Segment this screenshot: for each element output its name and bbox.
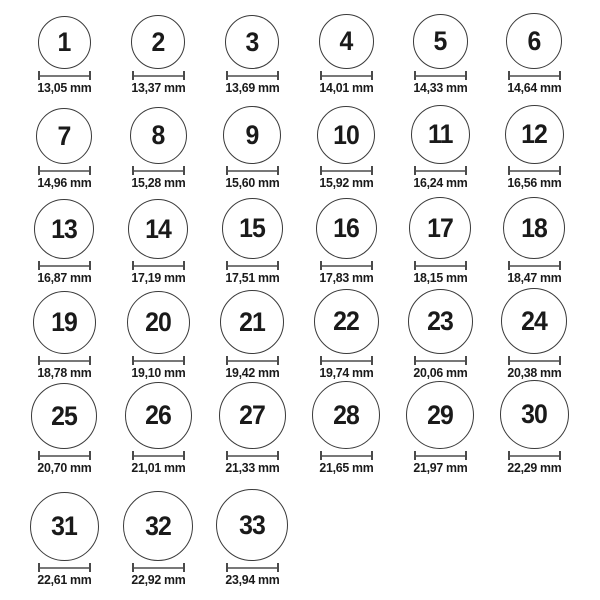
diameter-dimension-line [226,166,279,175]
ring-size-number: 21 [239,306,265,337]
ring-size-number: 29 [427,399,453,430]
diameter-label: 14,01 mm [318,80,374,95]
ring-circle [123,491,193,561]
diameter-label: 14,33 mm [412,80,468,95]
ring-circle [500,380,569,449]
ring-size-number: 26 [145,400,171,430]
ring-size-number: 11 [427,119,453,149]
ring-size-number: 6 [527,25,541,56]
ring-size-item [205,475,299,587]
dimension-bar [134,170,183,172]
ring-circle [33,291,96,354]
ring-size-item [111,285,205,380]
diameter-label: 20,38 mm [506,365,562,380]
ring-size-item [299,285,393,380]
ring-circle [125,382,192,449]
diameter-dimension-line [38,71,91,80]
dimension-tick-right [277,356,279,365]
ring-size-item [17,285,111,380]
ring-circle [220,290,284,354]
dimension-tick-right [371,166,373,175]
diameter-label: 22,29 mm [506,460,562,475]
dimension-bar [322,265,371,267]
diameter-label: 13,69 mm [224,80,280,95]
dimension-bar [228,75,277,77]
ring-circle [222,198,283,259]
dimension-tick-right [89,356,91,365]
dimension-bar [322,170,371,172]
ring-size-number: 5 [433,26,447,56]
dimension-tick-right [277,261,279,270]
ring-size-item [17,475,111,587]
diameter-label: 20,70 mm [36,460,92,475]
dimension-bar [228,360,277,362]
ring-size-number: 20 [145,307,171,337]
dimension-tick-right [465,261,467,270]
ring-circle [413,14,468,69]
ring-size-item [487,285,581,380]
ring-size-item [17,190,111,285]
diameter-dimension-line [414,166,467,175]
dimension-tick-right [465,356,467,365]
dimension-bar [134,75,183,77]
dimension-tick-right [277,166,279,175]
ring-circle [36,108,92,164]
ring-size-number: 4 [339,26,353,56]
ring-circle [503,197,565,259]
diameter-dimension-line [508,261,561,270]
ring-size-number: 18 [521,212,547,243]
dimension-tick-right [277,451,279,460]
ring-size-item [205,0,299,95]
diameter-dimension-line [320,71,373,80]
diameter-label: 18,15 mm [412,270,468,285]
ring-circle [409,197,471,259]
diameter-dimension-line [38,166,91,175]
ring-size-item [205,380,299,475]
diameter-dimension-line [508,71,561,80]
dimension-tick-right [277,563,279,572]
diameter-label: 14,96 mm [36,175,92,190]
ring-circle [31,383,97,449]
ring-size-item [205,190,299,285]
diameter-dimension-line [320,451,373,460]
ring-size-item [393,0,487,95]
dimension-bar [228,170,277,172]
dimension-tick-right [371,261,373,270]
dimension-tick-right [89,166,91,175]
dimension-bar [228,455,277,457]
ring-size-item [111,380,205,475]
diameter-dimension-line [38,451,91,460]
ring-size-item [205,285,299,380]
ring-size-item [393,95,487,190]
diameter-label: 19,42 mm [224,365,280,380]
ring-size-number: 17 [427,212,453,243]
dimension-tick-right [89,451,91,460]
dimension-tick-right [559,451,561,460]
ring-size-item [17,0,111,95]
diameter-label: 13,37 mm [130,80,186,95]
ring-size-item [111,95,205,190]
diameter-label: 21,01 mm [130,460,186,475]
dimension-tick-right [465,166,467,175]
ring-size-number: 24 [521,305,547,336]
diameter-dimension-line [414,356,467,365]
diameter-dimension-line [132,261,185,270]
diameter-dimension-line [132,166,185,175]
diameter-dimension-line [132,451,185,460]
ring-size-item [487,0,581,95]
diameter-dimension-line [38,261,91,270]
dimension-bar [510,265,559,267]
diameter-dimension-line [508,451,561,460]
diameter-dimension-line [320,261,373,270]
dimension-tick-right [559,71,561,80]
dimension-bar [322,75,371,77]
ring-size-number: 30 [521,399,547,429]
ring-circle [501,288,567,354]
dimension-tick-right [277,71,279,80]
diameter-label: 17,51 mm [224,270,280,285]
dimension-bar [40,360,89,362]
dimension-bar [416,455,465,457]
ring-circle [319,14,374,69]
diameter-dimension-line [414,71,467,80]
dimension-tick-right [183,563,185,572]
ring-circle [38,16,91,69]
diameter-label: 18,47 mm [506,270,562,285]
dimension-bar [416,360,465,362]
diameter-dimension-line [508,356,561,365]
ring-size-number: 15 [239,213,265,243]
dimension-bar [228,567,277,569]
dimension-tick-right [89,261,91,270]
diameter-dimension-line [320,356,373,365]
dimension-tick-right [559,261,561,270]
dimension-bar [416,75,465,77]
dimension-tick-right [559,166,561,175]
ring-size-item [299,380,393,475]
diameter-label: 21,65 mm [318,460,374,475]
dimension-tick-right [371,356,373,365]
diameter-label: 15,28 mm [130,175,186,190]
ring-size-number: 16 [333,213,359,243]
dimension-bar [510,455,559,457]
ring-size-number: 19 [51,307,77,337]
dimension-bar [322,455,371,457]
diameter-dimension-line [414,261,467,270]
diameter-dimension-line [226,71,279,80]
diameter-label: 20,06 mm [412,365,468,380]
ring-size-item [487,190,581,285]
ring-size-number: 22 [333,306,359,336]
dimension-bar [510,360,559,362]
dimension-tick-right [183,451,185,460]
ring-circle [312,381,380,449]
diameter-dimension-line [414,451,467,460]
ring-size-number: 14 [145,213,171,244]
dimension-bar [40,75,89,77]
ring-size-number: 9 [245,119,259,150]
dimension-bar [134,265,183,267]
ring-size-item [111,190,205,285]
ring-size-number: 23 [427,306,453,336]
dimension-bar [134,360,183,362]
ring-circle [30,492,99,561]
dimension-tick-right [465,451,467,460]
diameter-dimension-line [132,71,185,80]
ring-size-item [205,95,299,190]
diameter-label: 21,97 mm [412,460,468,475]
ring-circle [505,105,564,164]
ring-size-number: 1 [57,27,71,57]
diameter-dimension-line [226,261,279,270]
diameter-dimension-line [38,563,91,572]
diameter-label: 21,33 mm [224,460,280,475]
diameter-label: 16,24 mm [412,175,468,190]
diameter-dimension-line [226,356,279,365]
dimension-bar [510,75,559,77]
ring-size-item [299,0,393,95]
ring-circle [317,106,375,164]
ring-size-number: 8 [151,120,165,150]
diameter-dimension-line [38,356,91,365]
dimension-bar [416,170,465,172]
dimension-tick-right [183,71,185,80]
diameter-dimension-line [226,563,279,572]
ring-circle [216,489,288,561]
ring-size-item [487,95,581,190]
ring-circle [128,199,188,259]
diameter-label: 17,19 mm [130,270,186,285]
diameter-label: 19,10 mm [130,365,186,380]
dimension-bar [228,265,277,267]
diameter-label: 19,74 mm [318,365,374,380]
dimension-bar [510,170,559,172]
ring-circle [127,291,190,354]
diameter-label: 23,94 mm [224,572,280,587]
ring-circle [219,382,286,449]
diameter-label: 14,64 mm [506,80,562,95]
diameter-label: 22,92 mm [130,572,186,587]
dimension-bar [40,455,89,457]
ring-circle [130,107,187,164]
diameter-label: 22,61 mm [36,572,92,587]
ring-size-number: 13 [51,213,77,244]
ring-circle [131,15,185,69]
ring-circle [406,381,474,449]
ring-size-number: 12 [521,119,547,149]
ring-circle [34,199,94,259]
diameter-label: 15,92 mm [318,175,374,190]
dimension-tick-right [465,71,467,80]
ring-size-item [393,380,487,475]
ring-size-item [17,380,111,475]
ring-size-number: 7 [57,120,71,151]
diameter-label: 16,56 mm [506,175,562,190]
dimension-tick-right [371,71,373,80]
diameter-label: 18,78 mm [36,365,92,380]
dimension-bar [416,265,465,267]
ring-circle [411,105,470,164]
dimension-tick-right [183,356,185,365]
ring-circle [316,198,377,259]
diameter-dimension-line [132,356,185,365]
ring-size-item [111,475,205,587]
diameter-label: 13,05 mm [36,80,92,95]
ring-size-item [487,380,581,475]
ring-size-number: 2 [151,26,165,57]
ring-size-item [393,190,487,285]
dimension-bar [40,567,89,569]
ring-circle [314,289,379,354]
dimension-bar [134,455,183,457]
diameter-dimension-line [320,166,373,175]
dimension-tick-right [183,261,185,270]
ring-size-item [111,0,205,95]
ring-circle [408,289,473,354]
ring-size-number: 10 [333,119,359,150]
ring-size-number: 32 [145,510,171,541]
ring-size-number: 3 [245,26,259,57]
ring-size-item [299,190,393,285]
diameter-dimension-line [508,166,561,175]
dimension-tick-right [371,451,373,460]
dimension-bar [40,170,89,172]
ring-size-item [393,285,487,380]
diameter-label: 17,83 mm [318,270,374,285]
ring-circle [506,13,562,69]
dimension-tick-right [183,166,185,175]
dimension-tick-right [89,563,91,572]
dimension-tick-right [89,71,91,80]
ring-size-number: 28 [333,399,359,430]
diameter-label: 16,87 mm [36,270,92,285]
dimension-bar [322,360,371,362]
dimension-tick-right [559,356,561,365]
dimension-bar [134,567,183,569]
ring-size-number: 25 [51,400,77,431]
ring-size-item [17,95,111,190]
diameter-dimension-line [226,451,279,460]
dimension-bar [40,265,89,267]
diameter-label: 15,60 mm [224,175,280,190]
ring-size-number: 27 [239,400,265,430]
ring-circle [223,106,281,164]
ring-size-number: 33 [239,509,265,540]
diameter-dimension-line [132,563,185,572]
ring-size-number: 31 [51,511,77,541]
ring-size-item [299,95,393,190]
ring-circle [225,15,279,69]
